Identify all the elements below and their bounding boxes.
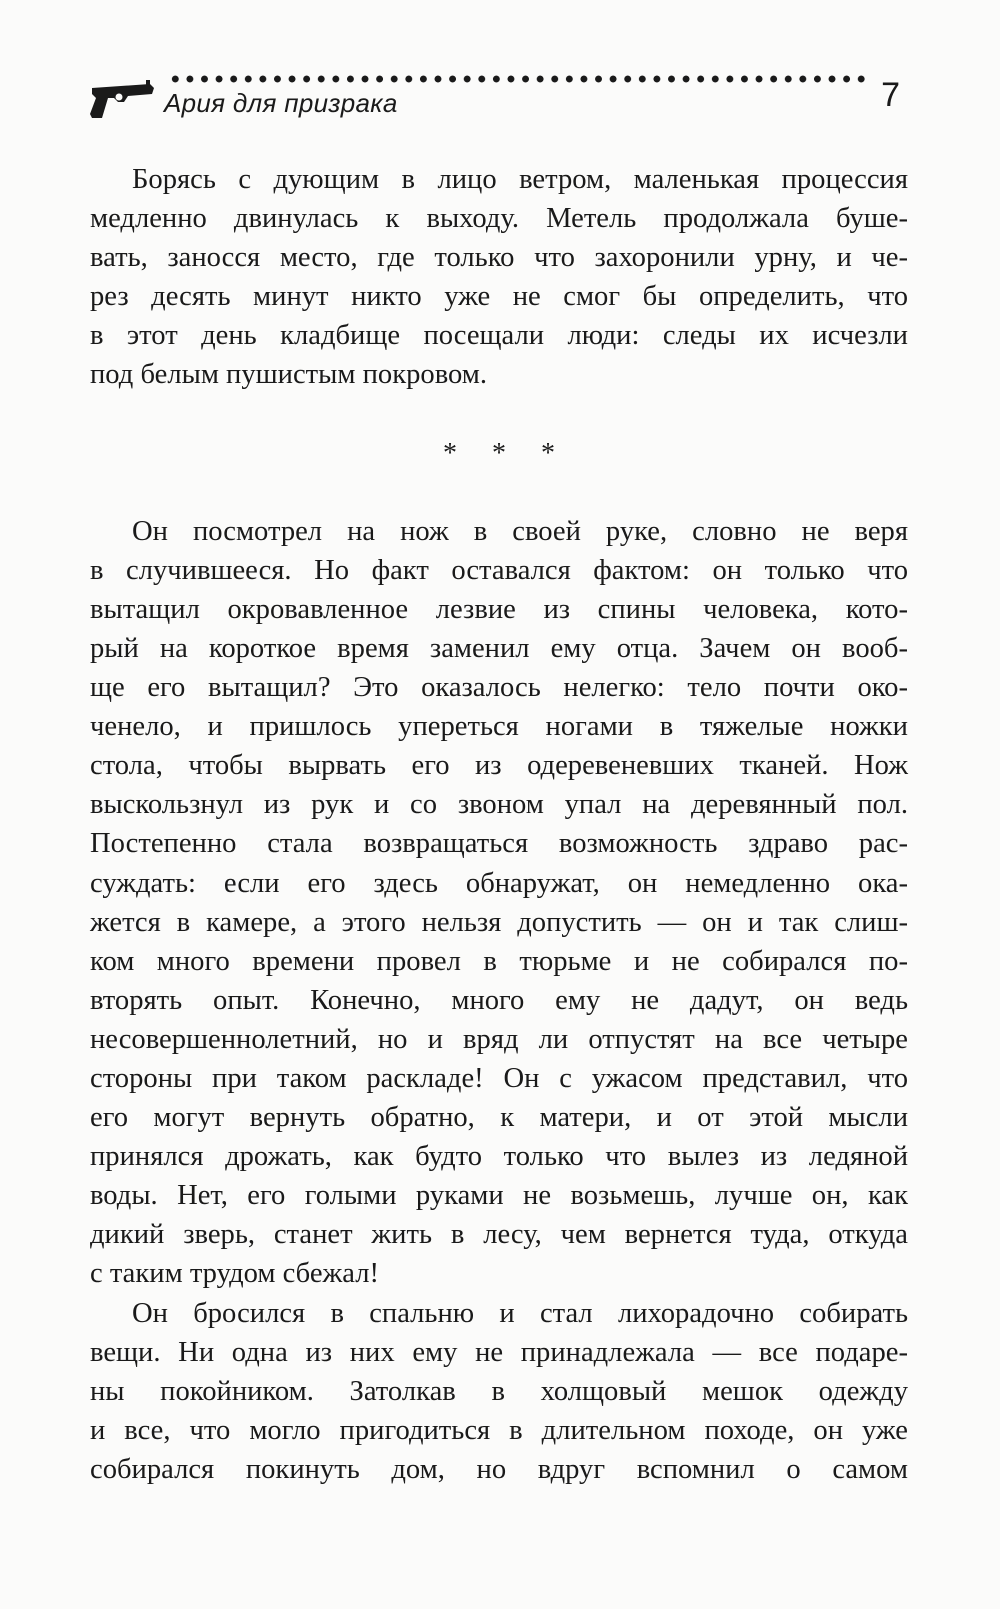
text-line: ком много времени провел в тюрьме и не собирался по- [90, 945, 908, 977]
text-line: Борясь с дующим в лицо ветром, маленькая процессия [132, 164, 908, 195]
text-line: вытащил окровавленное лезвие из спины человека, кото- [90, 593, 908, 625]
text-line: Постепенно стала возвращаться возможность здраво рас- [90, 828, 908, 860]
text-line: жется в камере, а этого нельзя допустить — он и так слиш- [90, 906, 908, 938]
text-line: в этот день кладбище посещали люди: следы их исчезли [90, 320, 908, 352]
text-line: дикий зверь, станет жить в лесу, чем вернется туда, откуда [90, 1219, 908, 1251]
running-title: Ария для призрака [164, 88, 398, 118]
text-line: принялся дрожать, как будто только что вылез из ледяной [90, 1141, 908, 1173]
header-dot-leader [168, 72, 868, 86]
text-line: медленно двинулась к выходу. Метель продолжала буше- [90, 203, 908, 235]
paragraph-1 [90, 160, 908, 395]
running-header [88, 70, 908, 130]
text-line: под белым пушистым покровом. [90, 359, 488, 391]
text-line: вещи. Ни одна из них ему не принадлежала — все подаре- [90, 1336, 908, 1368]
text-line: ны покойником. Затолкав в холщовый мешок одежду [90, 1375, 908, 1407]
body-text [90, 160, 908, 1489]
text-line: стола, чтобы вырвать его из одеревеневших тканей. Нож [90, 750, 908, 782]
text-line: выскользнул из рук и со звоном упал на деревянный пол. [90, 789, 908, 821]
paragraph-3 [90, 1294, 908, 1489]
text-line: его могут вернуть обратно, к матери, и от этой мысли [90, 1102, 908, 1134]
text-line: собирался покинуть дом, но вдруг вспомнил о самом [90, 1453, 908, 1485]
text-line: рез десять минут никто уже не смог бы определить, что [90, 281, 908, 313]
text-line: с таким трудом сбежал! [90, 1258, 380, 1290]
page-number: 7 [881, 76, 900, 114]
text-line: в случившееся. Но факт оставался фактом: он только что [90, 554, 908, 586]
text-line: стороны при таком раскладе! Он с ужасом представил, что [90, 1062, 908, 1094]
text-line: воды. Нет, его голыми руками не возьмешь, лучше он, как [90, 1180, 908, 1212]
pistol-icon [88, 78, 158, 120]
text-line: рый на короткое время заменил ему отца. Зачем он вооб- [90, 632, 908, 664]
text-line: ченело, и пришлось упереться ногами в тяжелые ножки [90, 711, 908, 743]
text-line: вторять опыт. Конечно, много ему не дадут, он ведь [90, 984, 908, 1016]
text-line: Он посмотрел на нож в своей руке, словно не веря [132, 515, 908, 547]
text-line: и все, что могло пригодиться в длительном походе, он уже [90, 1414, 908, 1446]
text-line: несовершеннолетний, но и вряд ли отпустят на все четыре [90, 1023, 908, 1055]
text-line: суждать: если его здесь обнаружат, он немедленно ока- [90, 867, 908, 899]
paragraph-2 [90, 512, 908, 1294]
text-line: ще его вытащил? Это оказалось нелегко: тело почти око- [90, 672, 908, 704]
section-separator: * * * [443, 437, 569, 469]
text-line: Он бросился в спальню и стал лихорадочно собирать [132, 1297, 908, 1329]
text-line: вать, заносся место, где только что захоронили урну, и че- [90, 242, 908, 274]
